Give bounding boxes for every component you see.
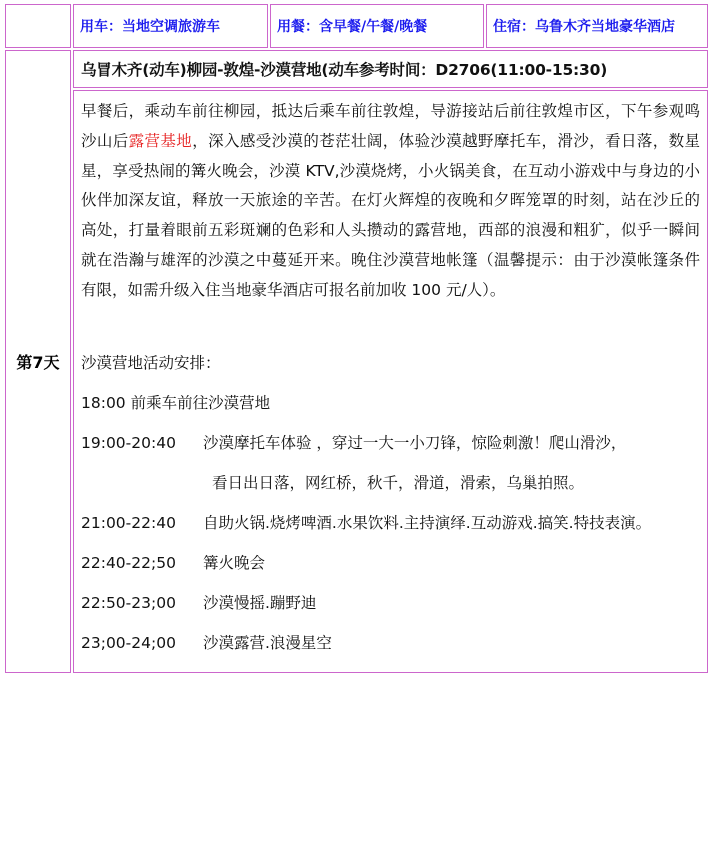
schedule-item-continuation: 看日出日落，网红桥，秋千，滑道，滑索，乌巢拍照。: [212, 473, 585, 492]
day-label: 第7天: [5, 50, 71, 673]
schedule-time: 19:00-20:40: [81, 433, 176, 452]
schedule-time: 22:40-22;50: [81, 553, 176, 572]
schedule-activity: 沙漠摩托车体验 ，穿过一大一小刀锋，惊险刺激！爬山滑沙，: [203, 433, 627, 452]
day-content: [73, 90, 708, 673]
info-row: [5, 4, 708, 48]
description-after: ，深入感受沙漠的苍茫壮阔，体验沙漠越野摩托车，滑沙，看日落，数星星，享受热闹的篝火晚会，沙漠 KTV,沙漠烧烤，小火锅美食，在互动小游戏中与身边的小伙伴加深友谊，释放一天旅途的辛苦。在灯火辉煌的夜晚和夕晖笼罩的时刻，站在沙丘的高处，打量着眼前五彩斑斓的色彩和人头攒动的露营地，西部的浪漫和粗犷，似乎一瞬间就在浩瀚与雄浑的沙漠之中蔓延开来。晚住沙漠营地帐篷（温馨提示：由于沙漠帐篷条件有限，如需升级入住当地豪华酒店可报名前加收 100 元/人）。: [81, 131, 700, 299]
schedule-activity: 自助火锅.烧烤啤酒.水果饮料.主持演绎.互动游戏.搞笑.特技表演。: [203, 513, 652, 532]
spacer: [81, 306, 700, 338]
day-title-row: [5, 50, 708, 88]
meals-info: 用餐：含早餐/午餐/晚餐: [270, 4, 484, 48]
hotel-info: 住宿：乌鲁木齐当地豪华酒店: [486, 4, 708, 48]
day-content-row: [5, 90, 708, 673]
schedule-activity: 沙漠慢摇.蹦野迪: [203, 593, 317, 612]
schedule-item: [81, 428, 700, 458]
schedule-heading: 沙漠营地活动安排：: [81, 353, 221, 372]
schedule-time: 21:00-22:40: [81, 513, 176, 532]
description-before: 早餐后，乘动车前往柳园，抵达后乘车前往敦煌，导游接站后前往敦煌市区，下午参观鸣沙山后: [81, 102, 700, 150]
transport-info: 用车：当地空调旅游车: [73, 4, 268, 48]
schedule-item: [81, 628, 700, 658]
schedule: [81, 348, 700, 658]
schedule-first-item: 18:00 前乘车前往沙漠营地: [81, 393, 271, 412]
schedule-activity: 篝火晚会: [203, 553, 266, 572]
schedule-time: 22:50-23;00: [81, 593, 176, 612]
schedule-item: [81, 548, 700, 578]
info-row-blank-cell: [5, 4, 71, 48]
day-route-title: 乌冒木齐(动车)柳园-敦煌-沙漠营地(动车参考时间：D2706(11:00-15:30): [73, 50, 708, 88]
schedule-item: [81, 508, 700, 538]
schedule-activity: 沙漠露营.浪漫星空: [203, 633, 332, 652]
day-description: [81, 97, 700, 306]
camping-base-highlight: 露营基地: [128, 131, 193, 150]
schedule-item: [81, 588, 700, 618]
schedule-time: 23;00-24;00: [81, 633, 176, 652]
itinerary-table: [3, 2, 710, 675]
